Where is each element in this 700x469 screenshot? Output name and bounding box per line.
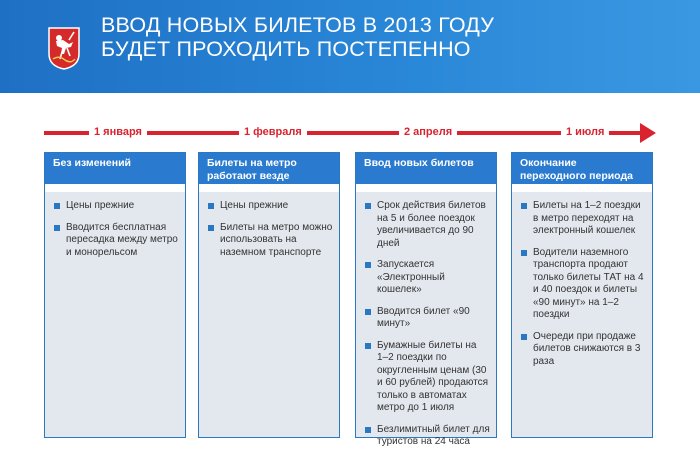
- bullet-icon: [365, 427, 371, 433]
- list-item: [54, 200, 179, 213]
- list-item: [365, 200, 490, 250]
- item-text: Вводится билет «90 минут»: [377, 305, 470, 329]
- phase-title: Окончание переходного периода: [512, 153, 652, 184]
- item-text: Вводится бесплатная пересадка между метро и монорельсом: [66, 221, 178, 258]
- phase-title: Билеты на метро работают везде: [199, 153, 339, 184]
- list-item: [54, 222, 179, 260]
- list-item: [365, 306, 490, 331]
- bullet-icon: [365, 203, 371, 209]
- title-line-2: БУДЕТ ПРОХОДИТЬ ПОСТЕПЕННО: [101, 37, 471, 61]
- list-item: [365, 259, 490, 297]
- bullet-icon: [521, 203, 527, 209]
- bullet-icon: [54, 203, 60, 209]
- page-title: [101, 13, 494, 61]
- list-item: [208, 200, 333, 213]
- phase-body: [45, 192, 185, 437]
- item-text: Безлимитный билет для туристов на 24 часа: [377, 423, 490, 447]
- phase-column-2: [198, 152, 340, 438]
- list-item: [521, 247, 646, 322]
- bullet-icon: [365, 309, 371, 315]
- phase-body: [512, 192, 652, 437]
- list-item: [208, 222, 333, 260]
- moscow-coat-of-arms-icon: [47, 26, 81, 70]
- timeline-arrow: [44, 126, 656, 140]
- list-item: [521, 200, 646, 238]
- item-text: Цены прежние: [66, 200, 135, 211]
- phase-title: Без изменений: [45, 153, 185, 184]
- phase-title: Ввод новых билетов: [356, 153, 496, 184]
- item-text: Билеты на метро можно использовать на наземном транспорте: [220, 221, 333, 258]
- item-text: Срок действия билетов на 5 и более поездок увеличивается до 90 дней: [377, 200, 486, 249]
- item-text: Бумажные билеты на 1–2 поездки по округленным ценам (30 и 60 рублей) продаются только в автоматах метро до 1 июля: [377, 339, 489, 413]
- phase-column-1: [44, 152, 186, 438]
- timeline-date-jul: 1 июля: [561, 125, 609, 139]
- timeline-date-jan: 1 января: [89, 125, 147, 139]
- timeline-date-apr: 2 апреля: [399, 125, 457, 139]
- item-text: Очереди при продаже билетов снижаются в 3 раза: [533, 330, 641, 367]
- bullet-icon: [365, 343, 371, 349]
- item-text: Водители наземного транспорта продают только билеты ТАТ на 4 и 40 поездок и билеты «90 минут» на 1–2 поездки: [533, 246, 644, 320]
- phase-body: [356, 192, 496, 447]
- bullet-icon: [521, 334, 527, 340]
- bullet-icon: [208, 203, 214, 209]
- bullet-icon: [365, 262, 371, 268]
- list-item: [365, 424, 490, 449]
- item-text: Билеты на 1–2 поездки в метро переходят на электронный кошелек: [533, 200, 641, 236]
- phase-body: [199, 192, 339, 437]
- title-line-1: ВВОД НОВЫХ БИЛЕТОВ В 2013 ГОДУ: [101, 13, 495, 37]
- list-item: [365, 340, 490, 415]
- item-text: Цены прежние: [220, 200, 289, 211]
- arrow-head-icon: [640, 123, 656, 143]
- phase-column-3: [355, 152, 497, 447]
- bullet-icon: [54, 225, 60, 231]
- bullet-icon: [521, 250, 527, 256]
- item-text: Запускается «Электронный кошелек»: [377, 259, 445, 295]
- bullet-icon: [208, 225, 214, 231]
- header-banner: [0, 0, 700, 93]
- list-item: [521, 331, 646, 369]
- phase-column-4: [511, 152, 653, 438]
- timeline-date-feb: 1 февраля: [239, 125, 307, 139]
